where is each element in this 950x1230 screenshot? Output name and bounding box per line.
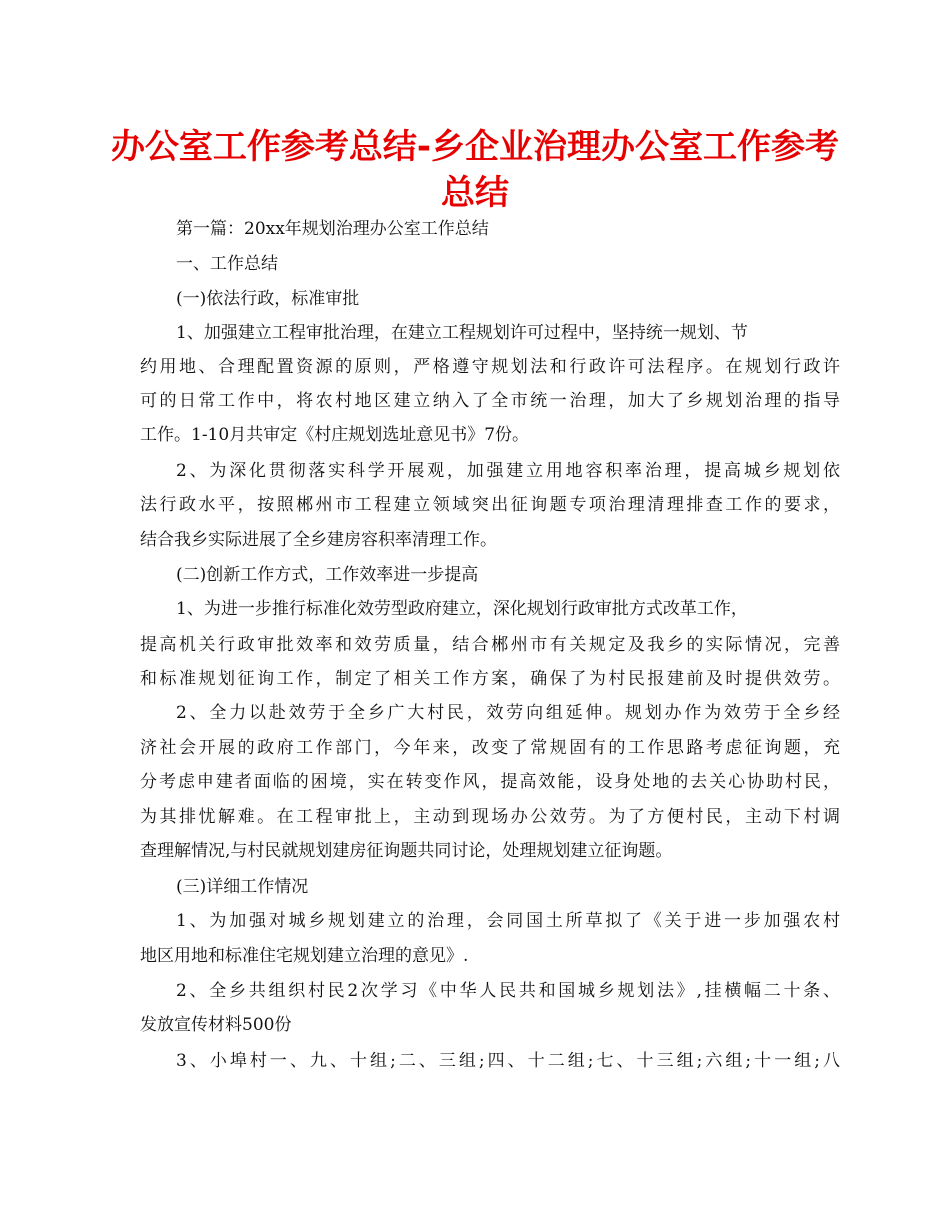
- paragraph-line: 2、为深化贯彻落实科学开展观，加强建立用地容积率治理，提高城乡规划依: [176, 461, 840, 481]
- paragraph-line: 可的日常工作中，将农村地区建立纳入了全市统一治理，加大了乡规划治理的指导: [140, 391, 840, 411]
- paragraph-line: 查理解情况,与村民就规划建房征询题共同讨论，处理规划建立征询题。: [140, 841, 673, 861]
- paragraph-line: 2、全力以赴效劳于全乡广大村民，效劳向组延伸。规划办作为效劳于全乡经: [176, 703, 840, 723]
- paragraph-line: 法行政水平，按照郴州市工程建立领域突出征询题专项治理清理排查工作的要求，: [140, 495, 840, 515]
- document-title-line-2: 总结: [441, 173, 509, 213]
- paragraph-line: 和标准规划征询工作，制定了相关工作方案，确保了为村民报建前及时提供效劳。: [140, 669, 840, 689]
- paragraph-line: 提高机关行政审批效率和效劳质量，结合郴州市有关规定及我乡的实际情况，完善: [140, 635, 840, 655]
- paragraph-line: 约用地、合理配置资源的原则，严格遵守规划法和行政许可法程序。在规划行政许: [140, 357, 840, 377]
- paragraph-line: 3、小埠村一、九、十组;二、三组;四、十二组;七、十三组;六组;十一组;八: [176, 1051, 840, 1071]
- paragraph-line: 1、为进一步推行标准化效劳型政府建立，深化规划行政审批方式改革工作，: [176, 599, 748, 619]
- paragraph-line: 济社会开展的政府工作部门，今年来，改变了常规固有的工作思路考虑征询题，充: [140, 738, 840, 758]
- document-title-line-1: 办公室工作参考总结-乡企业治理办公室工作参考: [110, 127, 840, 167]
- section-heading: 一、工作总结: [176, 254, 278, 274]
- subsection-heading: (二)创新工作方式，工作效率进一步提高: [176, 565, 479, 585]
- subsection-heading: (一)依法行政，标准审批: [176, 289, 360, 309]
- paragraph-line: 1、加强建立工程审批治理，在建立工程规划许可过程中，坚持统一规划、节: [176, 323, 748, 343]
- paragraph-line: 发放宣传材料500份: [140, 1015, 292, 1035]
- chapter-heading: 第一篇：20xx年规划治理办公室工作总结: [176, 219, 489, 239]
- paragraph-line: 为其排忧解难。在工程审批上，主动到现场办公效劳。为了方便村民，主动下村调: [140, 807, 840, 827]
- paragraph-line: 工作。1-10月共审定《村庄规划选址意见书》7份。: [140, 425, 530, 445]
- paragraph-line: 分考虑申建者面临的困境，实在转变作风，提高效能，设身处地的去关心协助村民，: [140, 772, 840, 792]
- paragraph-line: 地区用地和标准住宅规划建立治理的意见》.: [140, 946, 469, 966]
- paragraph-line: 1、为加强对城乡规划建立的治理，会同国土所草拟了《关于进一步加强农村: [176, 911, 840, 931]
- subsection-heading: (三)详细工作情况: [176, 877, 309, 897]
- paragraph-line: 2、全乡共组织村民2次学习《中华人民共和国城乡规划法》,挂横幅二十条、: [176, 981, 840, 1001]
- paragraph-line: 结合我乡实际进展了全乡建房容积率清理工作。: [140, 530, 497, 550]
